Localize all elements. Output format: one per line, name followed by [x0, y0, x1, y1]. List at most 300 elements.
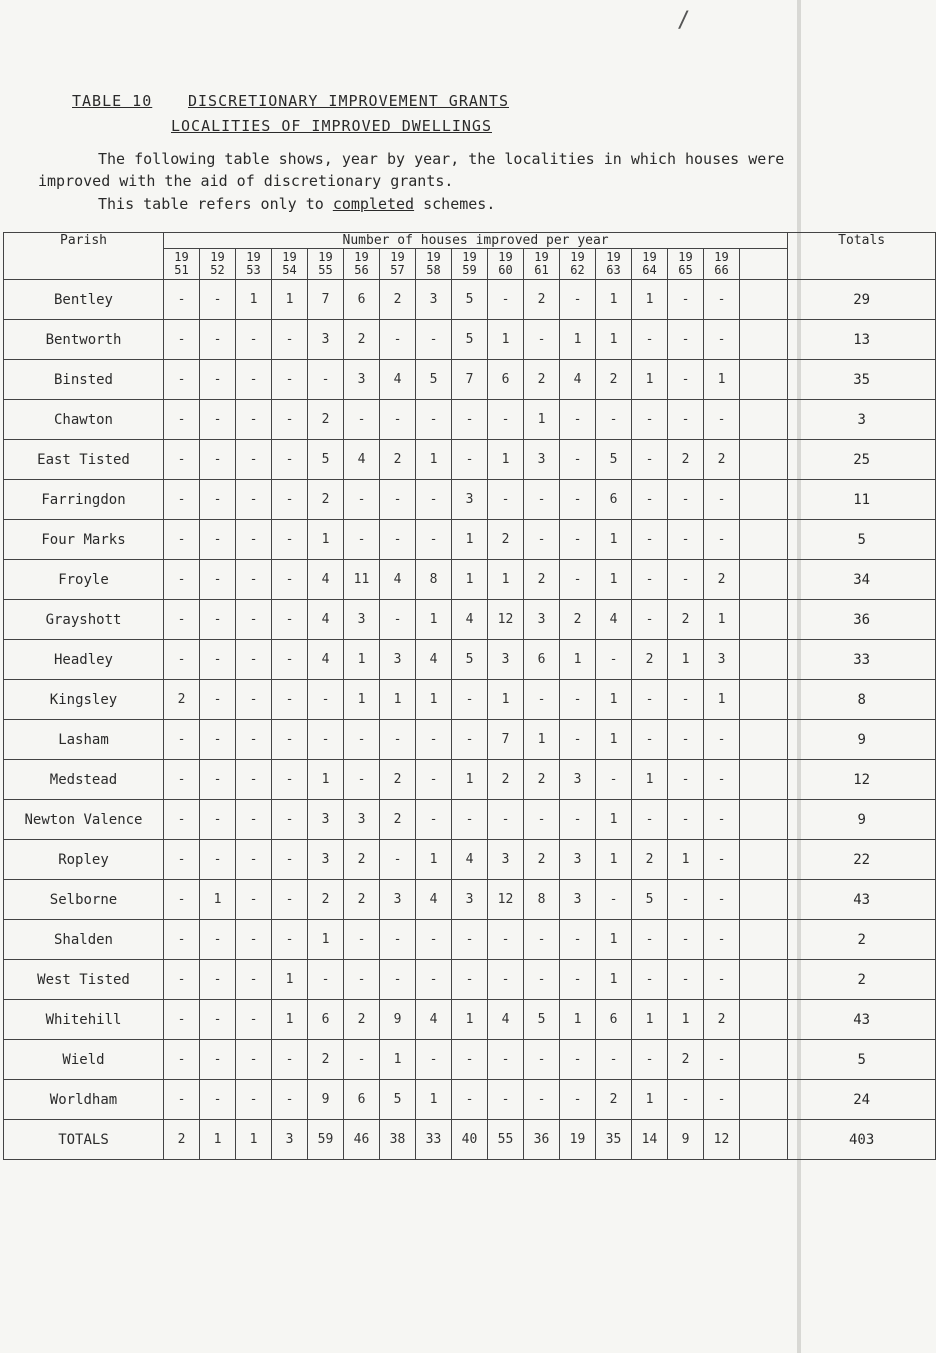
- year-count-cell: 1: [596, 520, 632, 560]
- year-header: [380, 249, 416, 280]
- table-row: [4, 1040, 936, 1080]
- year-count-cell: -: [272, 440, 308, 480]
- year-count-cell: -: [416, 1040, 452, 1080]
- year-count-cell: -: [704, 840, 740, 880]
- blank-cell: [740, 600, 788, 640]
- year-count-cell: 1: [596, 680, 632, 720]
- year-count-cell: -: [524, 320, 560, 360]
- year-count-cell: -: [308, 680, 344, 720]
- year-count-cell: -: [632, 960, 668, 1000]
- year-count-cell: -: [164, 440, 200, 480]
- intro-text: [38, 148, 798, 215]
- year-count-cell: -: [272, 320, 308, 360]
- year-count-cell: 1: [272, 280, 308, 320]
- year-count-cell: 2: [344, 840, 380, 880]
- year-count-cell: -: [524, 800, 560, 840]
- year-count-cell: -: [416, 400, 452, 440]
- blank-cell: [740, 680, 788, 720]
- blank-cell: [740, 360, 788, 400]
- year-count-cell: -: [236, 640, 272, 680]
- parish-name: Binsted: [4, 360, 164, 400]
- year-count-cell: -: [380, 320, 416, 360]
- year-count-cell: 6: [596, 480, 632, 520]
- year-century: 19: [678, 250, 693, 264]
- blank-cell: [740, 640, 788, 680]
- year-count-cell: 2: [380, 760, 416, 800]
- year-decade: 52: [210, 263, 225, 277]
- year-header: [200, 249, 236, 280]
- year-count-cell: 7: [308, 280, 344, 320]
- parish-name: Headley: [4, 640, 164, 680]
- table-row: [4, 680, 936, 720]
- year-count-cell: 1: [668, 1000, 704, 1040]
- year-count-cell: -: [380, 400, 416, 440]
- year-count-cell: -: [236, 680, 272, 720]
- header-row: [4, 233, 936, 249]
- year-count-cell: 3: [452, 480, 488, 520]
- parish-name: Lasham: [4, 720, 164, 760]
- table-row: [4, 840, 936, 880]
- year-count-cell: -: [380, 920, 416, 960]
- year-count-cell: -: [560, 400, 596, 440]
- year-count-cell: -: [308, 720, 344, 760]
- year-count-cell: -: [704, 400, 740, 440]
- year-count-cell: -: [704, 280, 740, 320]
- year-count-cell: -: [668, 1080, 704, 1120]
- year-century: 19: [246, 250, 261, 264]
- year-count-cell: -: [668, 800, 704, 840]
- year-count-cell: -: [236, 760, 272, 800]
- year-count-cell: 1: [416, 600, 452, 640]
- year-count-cell: 3: [308, 320, 344, 360]
- year-count-cell: -: [596, 640, 632, 680]
- year-count-cell: 1: [308, 520, 344, 560]
- total-cell: 9: [788, 720, 936, 760]
- year-count-cell: -: [668, 720, 704, 760]
- parish-name: Chawton: [4, 400, 164, 440]
- year-count-cell: -: [704, 320, 740, 360]
- year-count-cell: -: [308, 360, 344, 400]
- year-count-cell: 1: [452, 760, 488, 800]
- year-count-cell: -: [416, 960, 452, 1000]
- year-count-cell: -: [488, 400, 524, 440]
- table-body: [4, 280, 936, 1160]
- parish-name: Kingsley: [4, 680, 164, 720]
- total-cell: 36: [788, 600, 936, 640]
- year-count-cell: 3: [560, 760, 596, 800]
- year-count-cell: -: [164, 760, 200, 800]
- year-count-cell: 2: [704, 560, 740, 600]
- year-count-cell: 1: [308, 920, 344, 960]
- year-count-cell: -: [380, 600, 416, 640]
- year-count-cell: -: [416, 920, 452, 960]
- year-count-cell: 4: [344, 440, 380, 480]
- year-count-cell: 2: [164, 680, 200, 720]
- year-count-cell: 1: [668, 640, 704, 680]
- year-count-cell: -: [668, 880, 704, 920]
- year-count-cell: -: [236, 360, 272, 400]
- total-cell: 12: [788, 760, 936, 800]
- year-count-cell: 5: [596, 440, 632, 480]
- table-row: [4, 320, 936, 360]
- year-count-cell: -: [344, 400, 380, 440]
- year-header: [596, 249, 632, 280]
- year-count-cell: -: [668, 400, 704, 440]
- year-count-cell: 2: [380, 280, 416, 320]
- year-count-cell: -: [596, 400, 632, 440]
- year-count-cell: -: [524, 520, 560, 560]
- year-header: [704, 249, 740, 280]
- year-count-cell: 2: [560, 600, 596, 640]
- blank-cell: [740, 840, 788, 880]
- year-count-cell: -: [272, 400, 308, 440]
- total-cell: 29: [788, 280, 936, 320]
- year-count-cell: -: [200, 600, 236, 640]
- year-count-cell: -: [560, 280, 596, 320]
- total-cell: 43: [788, 1000, 936, 1040]
- table-row: [4, 960, 936, 1000]
- year-count-cell: -: [200, 760, 236, 800]
- year-count-cell: -: [668, 480, 704, 520]
- year-count-cell: -: [632, 1040, 668, 1080]
- year-count-cell: 6: [524, 640, 560, 680]
- year-count-cell: 2: [524, 760, 560, 800]
- year-count-cell: -: [200, 840, 236, 880]
- year-count-cell: 2: [632, 840, 668, 880]
- year-count-cell: -: [200, 520, 236, 560]
- year-decade: 53: [246, 263, 261, 277]
- table-row: [4, 920, 936, 960]
- table-row: [4, 560, 936, 600]
- year-count-cell: -: [632, 600, 668, 640]
- year-count-cell: -: [272, 520, 308, 560]
- year-count-cell: -: [344, 960, 380, 1000]
- year-count-cell: -: [524, 480, 560, 520]
- year-count-cell: -: [164, 880, 200, 920]
- parish-name: West Tisted: [4, 960, 164, 1000]
- parish-name: Ropley: [4, 840, 164, 880]
- year-count-cell: 2: [344, 880, 380, 920]
- year-count-cell: -: [596, 880, 632, 920]
- year-count-cell: 4: [416, 880, 452, 920]
- year-count-cell: 2: [380, 440, 416, 480]
- year-count-cell: -: [632, 520, 668, 560]
- parish-name: Four Marks: [4, 520, 164, 560]
- year-count-cell: 3: [560, 880, 596, 920]
- year-count-cell: -: [524, 1080, 560, 1120]
- year-count-cell: 1: [704, 360, 740, 400]
- total-cell: 34: [788, 560, 936, 600]
- year-count-cell: 2: [308, 480, 344, 520]
- year-count-cell: -: [164, 320, 200, 360]
- year-decade: 66: [714, 263, 729, 277]
- year-count-cell: -: [704, 760, 740, 800]
- year-count-cell: 1: [596, 280, 632, 320]
- table-row: [4, 480, 936, 520]
- year-count-cell: -: [344, 920, 380, 960]
- year-count-cell: -: [200, 680, 236, 720]
- year-count-cell: 1: [704, 600, 740, 640]
- blank-cell: [740, 760, 788, 800]
- year-count-cell: 1: [344, 640, 380, 680]
- year-count-cell: 1: [632, 360, 668, 400]
- year-count-cell: -: [200, 800, 236, 840]
- year-count-cell: 2: [596, 1080, 632, 1120]
- year-count-cell: -: [560, 440, 596, 480]
- year-count-cell: 3: [416, 280, 452, 320]
- year-count-cell: 7: [488, 720, 524, 760]
- year-count-cell: -: [344, 1040, 380, 1080]
- year-count-cell: -: [596, 760, 632, 800]
- year-count-cell: -: [272, 840, 308, 880]
- blank-cell: [740, 520, 788, 560]
- year-header: [452, 249, 488, 280]
- year-count-cell: 1: [524, 400, 560, 440]
- year-count-cell: -: [272, 480, 308, 520]
- year-count-cell: 3: [308, 800, 344, 840]
- blank-cell: [740, 560, 788, 600]
- year-count-cell: 1: [452, 520, 488, 560]
- year-count-cell: 5: [380, 1080, 416, 1120]
- year-count-cell: 9: [668, 1120, 704, 1160]
- year-header: [236, 249, 272, 280]
- blank-cell: [740, 400, 788, 440]
- year-header: [524, 249, 560, 280]
- total-cell: 25: [788, 440, 936, 480]
- year-count-cell: -: [164, 840, 200, 880]
- year-count-cell: -: [704, 1040, 740, 1080]
- year-count-cell: -: [200, 640, 236, 680]
- year-count-cell: -: [200, 920, 236, 960]
- year-count-cell: 5: [524, 1000, 560, 1040]
- year-count-cell: -: [164, 1040, 200, 1080]
- header-totals: Totals: [788, 233, 936, 280]
- year-count-cell: 2: [632, 640, 668, 680]
- year-count-cell: -: [560, 560, 596, 600]
- year-count-cell: -: [524, 920, 560, 960]
- year-count-cell: -: [668, 520, 704, 560]
- parish-name: East Tisted: [4, 440, 164, 480]
- blank-column-header: [740, 249, 788, 280]
- year-decade: 62: [570, 263, 585, 277]
- year-count-cell: 46: [344, 1120, 380, 1160]
- year-count-cell: -: [344, 760, 380, 800]
- table-row: [4, 1080, 936, 1120]
- year-count-cell: 40: [452, 1120, 488, 1160]
- year-count-cell: 3: [344, 600, 380, 640]
- year-count-cell: 2: [488, 520, 524, 560]
- parish-name: TOTALS: [4, 1120, 164, 1160]
- year-count-cell: -: [380, 960, 416, 1000]
- year-count-cell: 14: [632, 1120, 668, 1160]
- year-count-cell: -: [272, 920, 308, 960]
- year-count-cell: -: [668, 960, 704, 1000]
- total-cell: 5: [788, 1040, 936, 1080]
- blank-cell: [740, 960, 788, 1000]
- year-count-cell: -: [488, 1080, 524, 1120]
- year-count-cell: 6: [596, 1000, 632, 1040]
- year-count-cell: 5: [416, 360, 452, 400]
- year-count-cell: 3: [272, 1120, 308, 1160]
- header-parish: Parish: [4, 233, 164, 280]
- total-cell: 403: [788, 1120, 936, 1160]
- year-count-cell: 12: [488, 600, 524, 640]
- year-count-cell: 4: [308, 560, 344, 600]
- intro-emphasis: completed: [332, 195, 415, 213]
- year-decade: 61: [534, 263, 549, 277]
- year-count-cell: 6: [344, 280, 380, 320]
- year-count-cell: 3: [524, 600, 560, 640]
- year-count-cell: 2: [488, 760, 524, 800]
- total-cell: 24: [788, 1080, 936, 1120]
- year-count-cell: -: [236, 600, 272, 640]
- year-count-cell: 4: [416, 640, 452, 680]
- year-count-cell: 3: [488, 640, 524, 680]
- year-count-cell: 4: [380, 360, 416, 400]
- year-count-cell: -: [560, 680, 596, 720]
- year-count-cell: -: [236, 520, 272, 560]
- year-count-cell: -: [236, 800, 272, 840]
- table-row: [4, 360, 936, 400]
- parish-name: Selborne: [4, 880, 164, 920]
- table-row: [4, 800, 936, 840]
- header-houses: Number of houses improved per year: [164, 233, 788, 249]
- year-count-cell: -: [488, 480, 524, 520]
- table-row: [4, 600, 936, 640]
- year-count-cell: -: [704, 720, 740, 760]
- year-count-cell: -: [560, 1040, 596, 1080]
- year-count-cell: 1: [632, 280, 668, 320]
- year-count-cell: 1: [632, 760, 668, 800]
- year-count-cell: -: [524, 960, 560, 1000]
- year-count-cell: 19: [560, 1120, 596, 1160]
- year-count-cell: 33: [416, 1120, 452, 1160]
- year-count-cell: 6: [308, 1000, 344, 1040]
- year-count-cell: -: [200, 1080, 236, 1120]
- year-count-cell: -: [668, 360, 704, 400]
- year-count-cell: -: [272, 1080, 308, 1120]
- blank-cell: [740, 1120, 788, 1160]
- total-cell: 43: [788, 880, 936, 920]
- year-count-cell: 4: [416, 1000, 452, 1040]
- year-count-cell: -: [272, 360, 308, 400]
- year-count-cell: -: [200, 440, 236, 480]
- year-count-cell: 1: [272, 960, 308, 1000]
- year-count-cell: -: [272, 1040, 308, 1080]
- year-count-cell: 4: [488, 1000, 524, 1040]
- total-cell: 2: [788, 920, 936, 960]
- year-count-cell: -: [200, 1000, 236, 1040]
- year-count-cell: -: [164, 560, 200, 600]
- year-count-cell: -: [272, 600, 308, 640]
- year-count-cell: 1: [596, 840, 632, 880]
- year-count-cell: 3: [704, 640, 740, 680]
- year-count-cell: -: [200, 320, 236, 360]
- year-count-cell: -: [560, 1080, 596, 1120]
- blank-cell: [740, 1040, 788, 1080]
- year-count-cell: -: [632, 560, 668, 600]
- year-count-cell: -: [164, 400, 200, 440]
- year-count-cell: 3: [380, 880, 416, 920]
- year-count-cell: 2: [380, 800, 416, 840]
- table-label: TABLE 10: [72, 92, 153, 110]
- year-count-cell: -: [632, 400, 668, 440]
- year-count-cell: -: [272, 720, 308, 760]
- year-count-cell: 1: [524, 720, 560, 760]
- year-count-cell: -: [560, 960, 596, 1000]
- year-count-cell: -: [272, 880, 308, 920]
- year-count-cell: -: [632, 680, 668, 720]
- year-count-cell: 1: [380, 680, 416, 720]
- year-decade: 60: [498, 263, 513, 277]
- year-count-cell: 2: [344, 1000, 380, 1040]
- total-cell: 2: [788, 960, 936, 1000]
- year-count-cell: 1: [668, 840, 704, 880]
- year-count-cell: 1: [236, 1120, 272, 1160]
- intro-paragraph-1: The following table shows, year by year, the localities in which houses were improved with the aid of discretionary grants.: [38, 150, 785, 190]
- year-count-cell: 2: [668, 440, 704, 480]
- year-count-cell: -: [164, 640, 200, 680]
- intro-paragraph-2: [38, 193, 798, 215]
- year-count-cell: -: [704, 920, 740, 960]
- year-count-cell: 2: [524, 360, 560, 400]
- year-count-cell: 8: [524, 880, 560, 920]
- blank-cell: [740, 480, 788, 520]
- year-count-cell: -: [272, 680, 308, 720]
- year-count-cell: -: [416, 720, 452, 760]
- year-count-cell: -: [344, 520, 380, 560]
- year-count-cell: -: [416, 480, 452, 520]
- table-heading: DISCRETIONARY IMPROVEMENT GRANTS: [188, 92, 509, 110]
- year-count-cell: -: [200, 360, 236, 400]
- year-count-cell: 2: [704, 440, 740, 480]
- year-count-cell: -: [560, 800, 596, 840]
- year-count-cell: -: [272, 760, 308, 800]
- year-count-cell: -: [236, 960, 272, 1000]
- year-count-cell: 6: [344, 1080, 380, 1120]
- parish-name: Farringdon: [4, 480, 164, 520]
- year-header: [560, 249, 596, 280]
- year-count-cell: 1: [560, 640, 596, 680]
- year-count-cell: 1: [452, 560, 488, 600]
- year-count-cell: 1: [416, 840, 452, 880]
- stray-pen-mark: /: [677, 8, 691, 33]
- year-century: 19: [570, 250, 585, 264]
- grants-table: [3, 232, 936, 1160]
- year-count-cell: -: [416, 760, 452, 800]
- table-row: [4, 440, 936, 480]
- year-count-cell: -: [668, 760, 704, 800]
- parish-name: Bentley: [4, 280, 164, 320]
- year-count-cell: -: [632, 320, 668, 360]
- year-count-cell: -: [344, 480, 380, 520]
- year-count-cell: -: [272, 640, 308, 680]
- year-century: 19: [282, 250, 297, 264]
- parish-name: Grayshott: [4, 600, 164, 640]
- title-row: [72, 92, 509, 110]
- table-row: [4, 400, 936, 440]
- year-count-cell: -: [452, 960, 488, 1000]
- year-count-cell: -: [452, 920, 488, 960]
- total-cell: 22: [788, 840, 936, 880]
- year-count-cell: -: [272, 560, 308, 600]
- year-count-cell: -: [164, 360, 200, 400]
- year-century: 19: [534, 250, 549, 264]
- year-count-cell: -: [164, 1000, 200, 1040]
- year-count-cell: 59: [308, 1120, 344, 1160]
- year-count-cell: 4: [308, 600, 344, 640]
- year-count-cell: 3: [560, 840, 596, 880]
